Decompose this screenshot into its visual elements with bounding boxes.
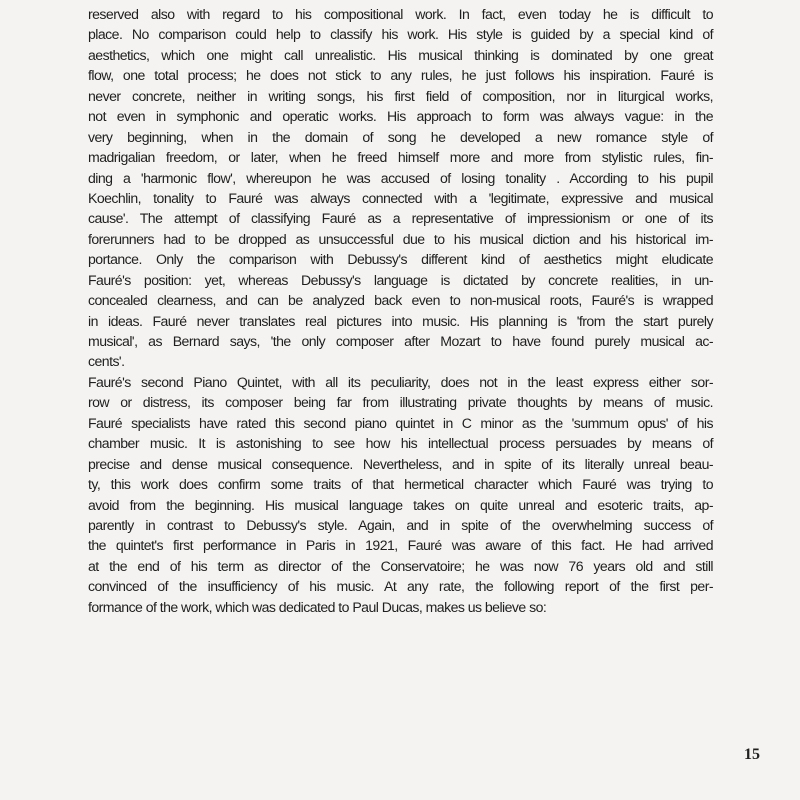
text-line: the quintet's first performance in Paris in 1921, Fauré was aware of this fact. He had arrived bbox=[88, 537, 713, 554]
text-line: parently in contrast to Debussy's style. Again, and in spite of the overwhelming success of bbox=[88, 516, 713, 533]
text-line: ty, this work does confirm some traits of that hermetical character which Fauré was trying to bbox=[88, 476, 713, 493]
text-line: convinced of the insufficiency of his music. At any rate, the following report of the first per- bbox=[88, 578, 713, 595]
text-line: avoid from the beginning. His musical language takes on quite unreal and esoteric traits, ap- bbox=[88, 496, 713, 513]
text-line: cents'. bbox=[88, 353, 125, 370]
paragraph-1 bbox=[88, 4, 713, 372]
body-text bbox=[88, 4, 713, 617]
text-line: chamber music. It is astonishing to see how his intellectual process persuades by means of bbox=[88, 435, 713, 452]
text-line: not even in symphonic and operatic works. His approach to form was always vague: in the bbox=[88, 108, 713, 125]
page-number: 15 bbox=[744, 746, 760, 763]
text-line: very beginning, when in the domain of song he developed a new romance style of bbox=[88, 128, 713, 145]
text-line: Fauré specialists have rated this second piano quintet in C minor as the 'summum opus' of his bbox=[88, 414, 713, 431]
text-line: at the end of his term as director of the Conservatoire; he was now 76 years old and still bbox=[88, 557, 713, 574]
text-line: place. No comparison could help to classify his work. His style is guided by a special kind of bbox=[88, 26, 713, 43]
text-line: flow, one total process; he does not stick to any rules, he just follows his inspiration. Fauré is bbox=[88, 67, 713, 84]
text-line: Koechlin, tonality to Fauré was always connected with a 'legitimate, expressive and musical bbox=[88, 189, 713, 206]
text-line: madrigalian freedom, or later, when he freed himself more and more from stylistic rules, fin- bbox=[88, 149, 713, 166]
text-line: Fauré's position: yet, whereas Debussy's language is dictated by concrete realities, in un- bbox=[88, 271, 713, 288]
text-line: reserved also with regard to his compositional work. In fact, even today he is difficult to bbox=[88, 6, 713, 22]
text-line: in ideas. Fauré never translates real pictures into music. His planning is 'from the start purely bbox=[88, 312, 713, 329]
text-line: formance of the work, which was dedicated to Paul Ducas, makes us believe so: bbox=[88, 598, 547, 615]
text-line: portance. Only the comparison with Debussy's different kind of aesthetics might eludicate bbox=[88, 251, 713, 268]
text-line: row or distress, its composer being far from illustrating private thoughts by means of music. bbox=[88, 394, 713, 411]
text-line: ding a 'harmonic flow', whereupon he was accused of losing tonality . According to his pupil bbox=[88, 169, 713, 186]
text-line: concealed clearness, and can be analyzed back even to non-musical roots, Fauré's is wrapped bbox=[88, 292, 713, 309]
text-line: musical', as Bernard says, 'the only composer after Mozart to have found purely musical ac- bbox=[88, 333, 713, 349]
text-line: never concrete, neither in writing songs, his first field of composition, nor in liturgical works, bbox=[88, 87, 713, 104]
text-line: precise and dense musical consequence. Nevertheless, and in spite of its literally unreal beau- bbox=[88, 455, 713, 472]
paragraph-2 bbox=[88, 372, 713, 617]
text-line: forerunners had to be dropped as unsuccessful due to his musical diction and his historical im- bbox=[88, 230, 713, 247]
text-line: cause'. The attempt of classifying Fauré as a representative of impressionism or one of its bbox=[88, 210, 713, 227]
text-line: Fauré's second Piano Quintet, with all its peculiarity, does not in the least express either sor- bbox=[88, 373, 713, 390]
text-line: aesthetics, which one might call unrealistic. His musical thinking is dominated by one great bbox=[88, 46, 713, 63]
